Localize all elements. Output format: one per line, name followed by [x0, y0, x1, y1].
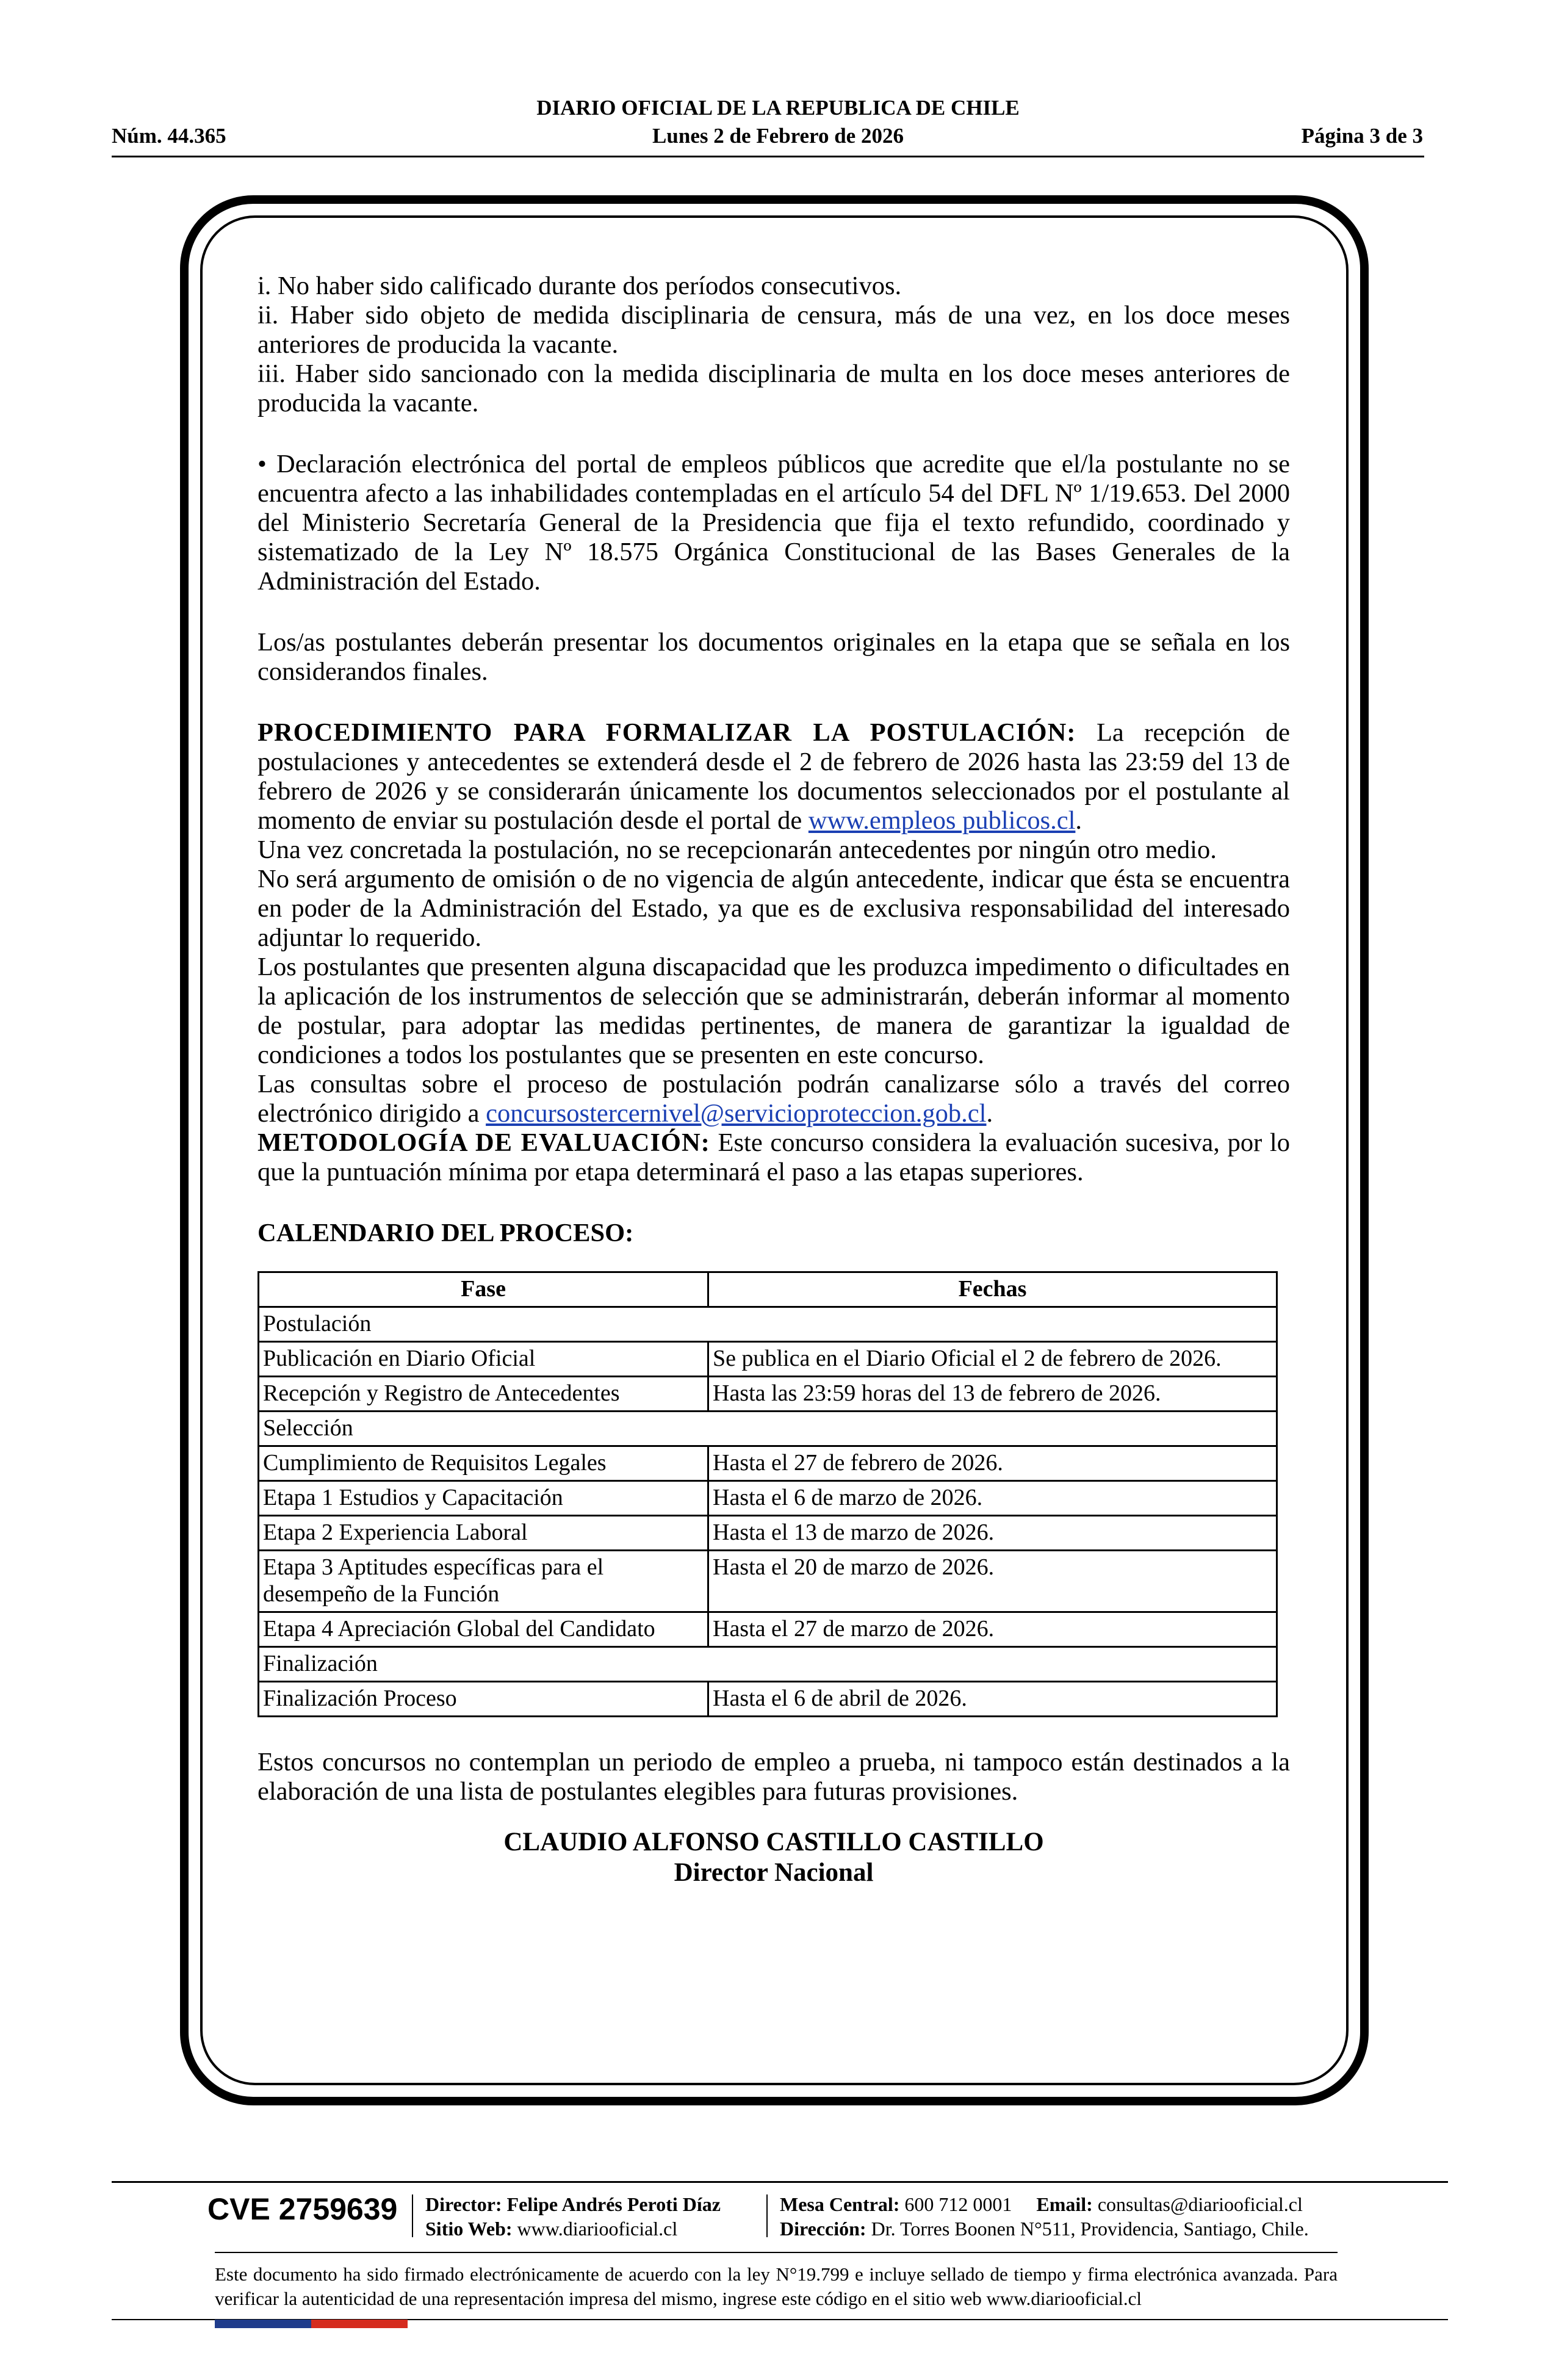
paragraph: i. No haber sido calificado durante dos períodos consecutivos.: [258, 272, 902, 300]
footer-rule-mid: [215, 2252, 1338, 2253]
fecha-cell: Hasta el 6 de abril de 2026.: [708, 1682, 1277, 1717]
flag-bar-blue: [215, 2320, 311, 2328]
fase-cell: Publicación en Diario Oficial: [259, 1342, 708, 1377]
section-cell: Postulación: [259, 1307, 1277, 1342]
paragraph: Los postulantes que presenten alguna discapacidad que les produzca impedimento o dificultades en la aplicación de los instrumentos de selección que se administrarán, deberán informar al momento de postular, para adoptar las medidas pertinentes, de manera de garantizar la igualdad de condiciones a todos los postulantes que se presenten en este concurso.: [258, 953, 1290, 1069]
fecha-cell: Hasta el 20 de marzo de 2026.: [708, 1551, 1277, 1612]
methodology-heading: METODOLOGÍA DE EVALUACIÓN:: [258, 1128, 710, 1157]
footer-legal-note: Este documento ha sido firmado electrónicamente de acuerdo con la ley N°19.799 e incluye sellado de tiempo y firma electrónica avanzada. Para verificar la autenticidad de una representación impresa del mismo, ingrese este código en el sitio web www.diariooficial.cl: [215, 2263, 1338, 2309]
footer-website: Sitio Web: www.diariooficial.cl: [425, 2218, 678, 2240]
footer-website-link[interactable]: www.diariooficial.cl: [512, 2218, 678, 2240]
fecha-cell: Hasta el 27 de marzo de 2026.: [708, 1612, 1277, 1647]
fase-cell: Etapa 2 Experiencia Laboral: [259, 1516, 708, 1551]
procedure-paragraph: PROCEDIMIENTO PARA FORMALIZAR LA POSTULACIÓN: La recepción de postulaciones y antecedentes se extenderá desde el 2 de febrero de 2026 hasta las 23:59 del 13 de febrero de 2026 y se considerarán únicamente los documentos seleccionados por el postulante al momento de enviar su postulación desde el portal de www.empleos publicos.cl.: [258, 718, 1291, 835]
paragraph: Los/as postulantes deberán presentar los documentos originales en la etapa que se señala en los considerandos finales.: [258, 628, 1290, 686]
fecha-cell: Hasta el 27 de febrero de 2026.: [708, 1446, 1277, 1481]
table-row: [259, 1516, 1277, 1551]
table-row: [259, 1682, 1277, 1717]
fase-cell: Recepción y Registro de Antecedentes: [259, 1377, 708, 1412]
footer-divider: [412, 2194, 413, 2237]
footer-address: Dirección: Dr. Torres Boonen N°511, Providencia, Santiago, Chile.: [780, 2218, 1309, 2240]
footer-rule-top: [112, 2181, 1448, 2183]
procedure-text: La recepción de postulaciones y antecedentes se extenderá desde el 2 de febrero de 2026 hasta las 23:59 del 13 de febrero de 2026 y se considerarán únicamente los documentos seleccionados por el postulante al momento de enviar su postulación desde el portal de: [258, 718, 1291, 835]
table-header-row: [259, 1272, 1277, 1307]
paragraph: iii. Haber sido sancionado con la medida disciplinaria de multa en los doce meses anteriores de producida la vacante.: [258, 359, 1290, 417]
fecha-cell: Hasta el 13 de marzo de 2026.: [708, 1516, 1277, 1551]
footer-mesa-central: Mesa Central: 600 712 0001 Email: consultas@diariooficial.cl: [780, 2193, 1303, 2215]
table-row: [259, 1481, 1277, 1516]
table-row: [259, 1551, 1277, 1612]
signer-name: CLAUDIO ALFONSO CASTILLO CASTILLO: [503, 1828, 1044, 1856]
cve-code: CVE 2759639: [207, 2192, 398, 2226]
fase-cell: Etapa 3 Aptitudes específicas para el desempeño de la Función: [259, 1551, 708, 1612]
fase-cell: Etapa 4 Apreciación Global del Candidato: [259, 1612, 708, 1647]
column-header-fase: Fase: [259, 1272, 708, 1307]
table-row: [259, 1612, 1277, 1647]
paragraph: No será argumento de omisión o de no vigencia de algún antecedente, indicar que ésta se encuentra en poder de la Administración del Estado, ya que es de exclusiva responsabilidad del interesado adjuntar lo requerido.: [258, 865, 1290, 952]
table-row: [259, 1342, 1277, 1377]
fecha-cell: Se publica en el Diario Oficial el 2 de febrero de 2026.: [708, 1342, 1277, 1377]
section-cell: Selección: [259, 1412, 1277, 1446]
issue-number: Núm. 44.365: [112, 124, 226, 148]
header-rule: [112, 156, 1424, 157]
footer-director: Director: Felipe Andrés Peroti Díaz: [425, 2193, 721, 2215]
paragraph: ii. Haber sido objeto de medida disciplinaria de censura, más de una vez, en los doce meses anteriores de producida la vacante.: [258, 301, 1290, 359]
newspaper-title: DIARIO OFICIAL DE LA REPUBLICA DE CHILE: [536, 96, 1020, 120]
fase-cell: Cumplimiento de Requisitos Legales: [259, 1446, 708, 1481]
document-body: [258, 272, 1290, 1888]
section-cell: Finalización: [259, 1647, 1277, 1682]
table-section-row: [259, 1412, 1277, 1446]
paragraph: Una vez concretada la postulación, no se recepcionarán antecedentes por ningún otro medio.: [258, 835, 1217, 864]
closing-paragraph: Estos concursos no contemplan un periodo de empleo a prueba, ni tampoco están destinados a la elaboración de una lista de postulantes elegibles para futuras provisiones.: [258, 1748, 1290, 1806]
footer-email-link[interactable]: consultas@diariooficial.cl: [1092, 2193, 1303, 2215]
fecha-cell: Hasta las 23:59 horas del 13 de febrero de 2026.: [708, 1377, 1277, 1412]
flag-bar-red: [311, 2320, 408, 2328]
issue-date: Lunes 2 de Febrero de 2026: [652, 124, 904, 148]
contact-email-link[interactable]: concursostercernivel@servicioproteccion.gob.cl: [486, 1099, 987, 1128]
paragraph: • Declaración electrónica del portal de empleos públicos que acredite que el/la postulante no se encuentra afecto a las inhabilidades contempladas en el artículo 54 del DFL Nº 1/19.653. Del 2000 del Ministerio Secretaría General de la Presidencia que fija el texto refundido, coordinado y sistematizado de la Ley Nº 18.575 Orgánica Constitucional de las Bases Generales de la Administración del Estado.: [258, 450, 1290, 596]
page-number: Página 3 de 3: [1301, 124, 1423, 148]
table-row: [259, 1377, 1277, 1412]
empleos-publicos-link[interactable]: www.empleos publicos.cl: [808, 806, 1076, 835]
calendar-table: [258, 1271, 1278, 1717]
fase-cell: Finalización Proceso: [259, 1682, 708, 1717]
calendar-heading: CALENDARIO DEL PROCESO:: [258, 1219, 634, 1247]
table-section-row: [259, 1647, 1277, 1682]
fecha-cell: Hasta el 6 de marzo de 2026.: [708, 1481, 1277, 1516]
column-header-fechas: Fechas: [708, 1272, 1277, 1307]
contact-paragraph: Las consultas sobre el proceso de postulación podrán canalizarse sólo a través del correo electrónico dirigido a concursostercernivel@servicioproteccion.gob.cl.: [258, 1070, 1290, 1128]
footer-divider: [766, 2194, 768, 2237]
signer-title: Director Nacional: [674, 1858, 874, 1887]
methodology-paragraph: METODOLOGÍA DE EVALUACIÓN: Este concurso considera la evaluación sucesiva, por lo que la puntuación mínima por etapa determinará el paso a las etapas superiores.: [258, 1128, 1290, 1186]
table-section-row: [259, 1307, 1277, 1342]
fase-cell: Etapa 1 Estudios y Capacitación: [259, 1481, 708, 1516]
table-row: [259, 1446, 1277, 1481]
procedure-heading: PROCEDIMIENTO PARA FORMALIZAR LA POSTULACIÓN:: [258, 718, 1076, 747]
